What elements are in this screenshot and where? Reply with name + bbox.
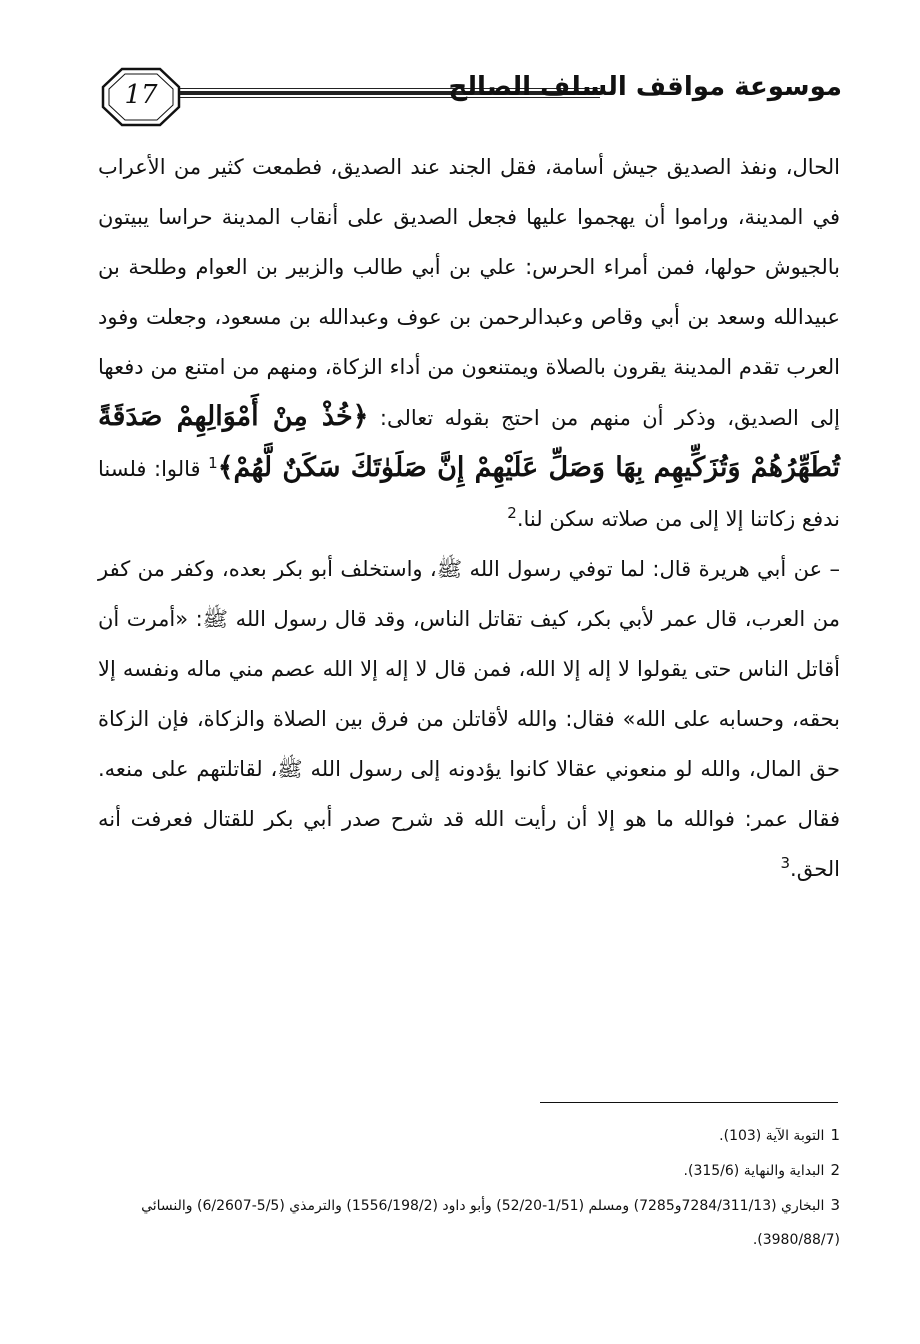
footnote-2 [98,1153,840,1188]
footnote-ref-2[interactable]: 2 [507,504,517,522]
paragraph-1-continuation: قالوا: فلسنا ندفع زكاتنا إلا إلى من صلاته سكن لنا. [98,457,840,531]
footnote-text: البداية والنهاية (315/6). [683,1163,825,1179]
footnote-separator [540,1102,838,1103]
footnotes [98,1118,840,1257]
paragraph-2 [98,544,840,894]
footnote-text: البخاري (7284/311/13و7285) ومسلم (1/51-52/20) وأبو داود (1556/198/2) والترمذي (5/5-6/2607) والنسائي (3980/88/7). [141,1198,840,1248]
footnote-ref-1[interactable]: 1 [208,454,218,472]
series-title: موسوعة مواقف السلف الصالح [448,72,842,102]
footnote-ref-3[interactable]: 3 [780,854,791,872]
page-header [100,66,842,136]
footnote-1 [98,1118,840,1153]
quran-verse: ﴿خُذْ مِنْ أَمْوَالِهِمْ صَدَقَةً تُطَهِّرُهُمْ وَتُزَكِّيهِم بِهَا وَصَلِّ عَلَيْهِمْ إِنَّ صَلَوٰتَكَ سَكَنٌ لَّهُمْ﴾ [98,401,840,483]
footnote-number: 1 [830,1126,840,1144]
page-number-badge [100,66,182,128]
paragraph-2-text: – عن أبي هريرة قال: لما توفي رسول الله ﷺ، واستخلف أبو بكر بعده، وكفر من كفر من العرب، قال عمر لأبي بكر، كيف تقاتل الناس، وقد قال رسول الله ﷺ: «أمرت أن أقاتل الناس حتى يقولوا لا إله إلا الله، فمن قال لا إله إلا الله عصم مني ماله ونفسه إلا بحقه، وحسابه على الله» فقال: والله لأقاتلن من فرق بين الصلاة والزكاة، فإن الزكاة حق المال، والله لو منعوني عقالا كانوا يؤدونه إلى رسول الله ﷺ، لقاتلتهم على منعه. فقال عمر: فوالله ما هو إلا أن رأيت الله قد شرح صدر أبي بكر للقتال فعرفت أنه الحق. [98,557,840,881]
main-text [98,142,840,894]
footnote-number: 3 [830,1196,840,1214]
footnote-text: التوبة الآية (103). [719,1128,825,1144]
paragraph-1 [98,142,840,544]
footnote-3 [98,1188,840,1257]
page-number: 17 [124,80,158,110]
footnote-number: 2 [830,1161,840,1179]
paragraph-1-text: الحال، ونفذ الصديق جيش أسامة، فقل الجند عند الصديق، فطمعت كثير من الأعراب في المدينة، وراموا أن يهجموا عليها فجعل الصديق على أنقاب المدينة حراسا يبيتون بالجيوش حولها، فمن أمراء الحرس: علي بن أبي طالب والزبير بن العوام وطلحة بن عبيدالله وسعد بن أبي وقاص وعبدالرحمن بن عوف وعبدالله بن مسعود، وجعلت وفود العرب تقدم المدينة يقرون بالصلاة ويمتنعون من أداء الزكاة، ومنهم من امتنع من دفعها إلى الصديق، وذكر أن منهم من احتج بقوله تعالى: [98,155,840,430]
